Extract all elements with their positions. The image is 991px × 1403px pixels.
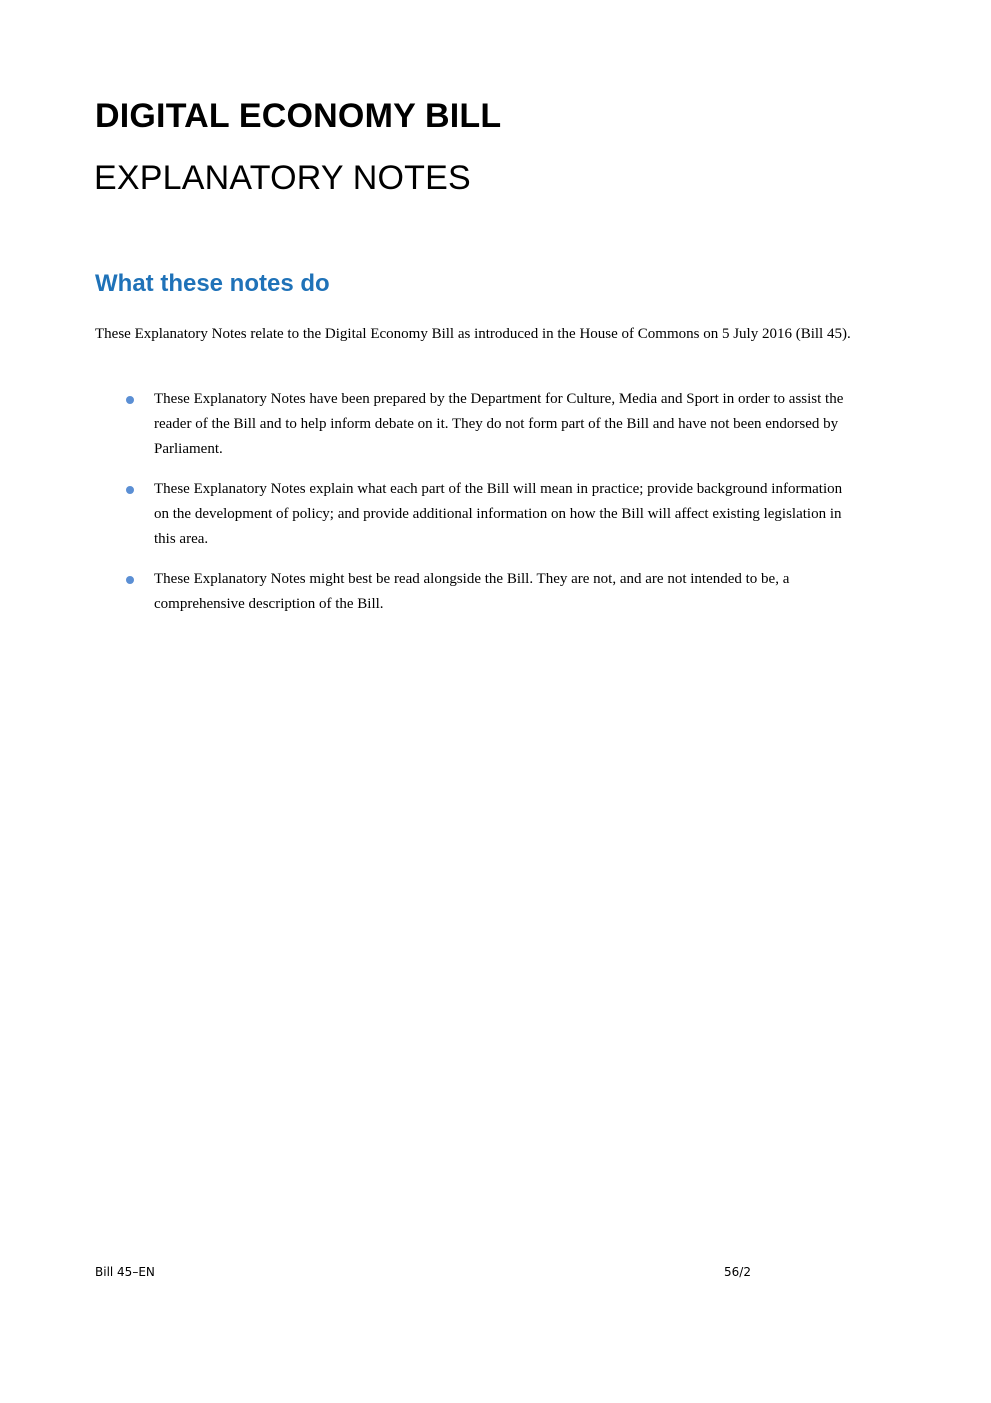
footer-bill-reference: Bill 45–EN [95, 1265, 155, 1279]
bullet-text: These Explanatory Notes might best be read alongside the Bill. They are not, and are not intended to be, a comprehensive description of the Bill. [154, 571, 790, 612]
bullet-text: These Explanatory Notes explain what each part of the Bill will mean in practice; provide background information on the development of policy; and provide additional information on how the Bill will affect existing legislation in this area. [154, 481, 843, 547]
document-title: DIGITAL ECONOMY BILL [95, 97, 502, 135]
bullet-item [0, 387, 854, 462]
bullet-list [0, 387, 991, 632]
footer-page-code: 56/2 [724, 1265, 751, 1279]
section-heading: What these notes do [95, 270, 330, 297]
bullet-text: These Explanatory Notes have been prepared by the Department for Culture, Media and Sport in order to assist the reader of the Bill and to help inform debate on it. They do not form part of the Bill and have not been endorsed by Parliament. [154, 391, 844, 457]
bullet-icon [126, 576, 134, 584]
intro-paragraph: These Explanatory Notes relate to the Digital Economy Bill as introduced in the House of Commons on 5 July 2016 (Bill 45). [95, 326, 851, 342]
bullet-icon [126, 396, 134, 404]
document-subtitle: EXPLANATORY NOTES [94, 159, 471, 197]
bullet-icon [126, 486, 134, 494]
bullet-item [0, 567, 854, 617]
bullet-item [0, 477, 854, 552]
